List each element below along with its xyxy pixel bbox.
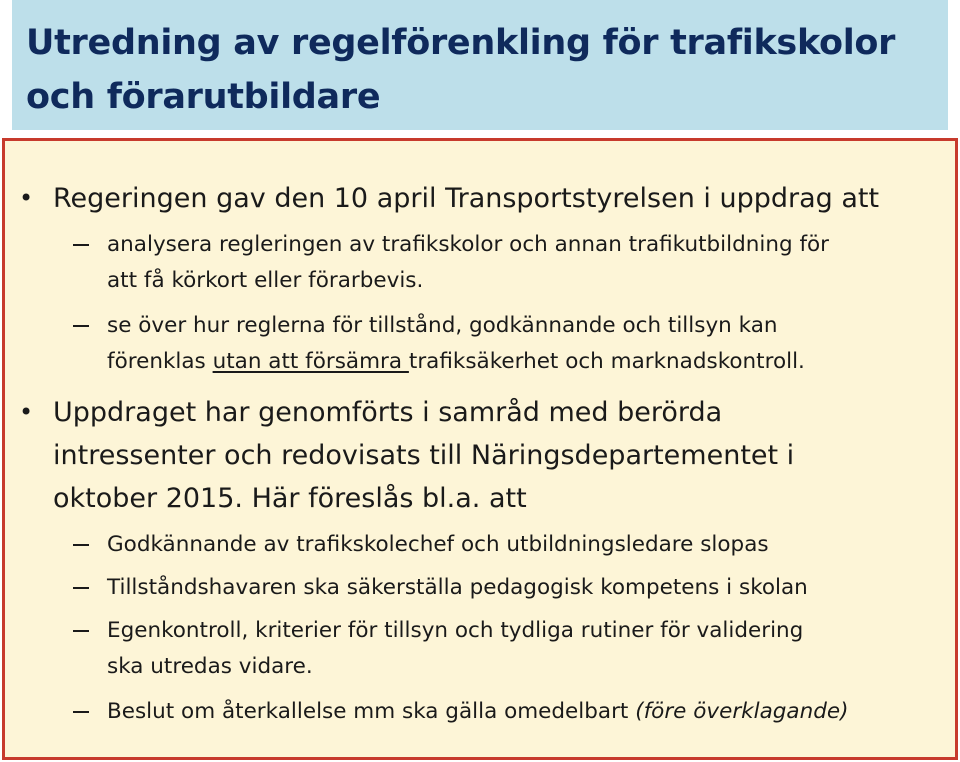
sub-bullet-1-2 [107,308,937,380]
title-line-2: och förarutbildare [26,77,381,117]
bullet-1-text: Regeringen gav den 10 april Transportstyrelsen i uppdrag att [53,183,880,214]
content-box [2,138,958,760]
sub-bullet-2-4 [107,694,937,730]
sub-1-1-line-1: analysera regleringen av trafikskolor och annan trafikutbildning för [107,232,830,257]
bullet-2-line-1: Uppdraget har genomförts i samråd med berörda [53,397,723,428]
dash-icon [73,544,89,546]
bullet-2 [19,391,933,520]
sub-1-2-line-2-post: trafiksäkerhet och marknadskontroll. [408,349,805,374]
sub-1-1-line-2: att få körkort eller förarbevis. [107,268,424,293]
sub-2-3-line-2: ska utredas vidare. [107,654,313,679]
title-line-1: Utredning av regelförenkling för trafikskolor [26,23,896,63]
sub-2-4-text-italic: (före överklagande) [635,699,849,724]
bullet-2-line-2: intressenter och redovisats till Näringsdepartementet i [53,440,795,471]
bullet-2-line-3: oktober 2015. Här föreslås bl.a. att [53,483,527,514]
sub-2-4-text-pre: Beslut om återkallelse mm ska gälla omedelbart [107,699,636,724]
title-band [12,0,948,130]
sub-bullet-2-1 [107,527,937,563]
dash-icon [73,587,89,589]
dash-icon [73,711,89,713]
sub-2-3-line-1: Egenkontroll, kriterier för tillsyn och tydliga rutiner för validering [107,618,804,643]
bullet-1 [19,177,933,220]
sub-1-2-line-2-pre: förenklas [107,349,213,374]
sub-2-1-text: Godkännande av trafikskolechef och utbildningsledare slopas [107,532,769,557]
bullet-dot-icon: • [19,398,34,426]
dash-icon [73,244,89,246]
sub-bullet-2-2 [107,570,937,606]
sub-bullet-2-3 [107,613,937,685]
sub-bullet-1-1 [107,227,937,299]
bullet-dot-icon: • [19,184,34,212]
sub-1-2-underlined: utan att försämra [212,349,409,374]
dash-icon [73,630,89,632]
sub-1-2-line-1: se över hur reglerna för tillstånd, godkännande och tillsyn kan [107,313,778,338]
slide-title [26,16,948,124]
sub-2-2-text: Tillståndshavaren ska säkerställa pedagogisk kompetens i skolan [107,575,808,600]
dash-icon [73,325,89,327]
